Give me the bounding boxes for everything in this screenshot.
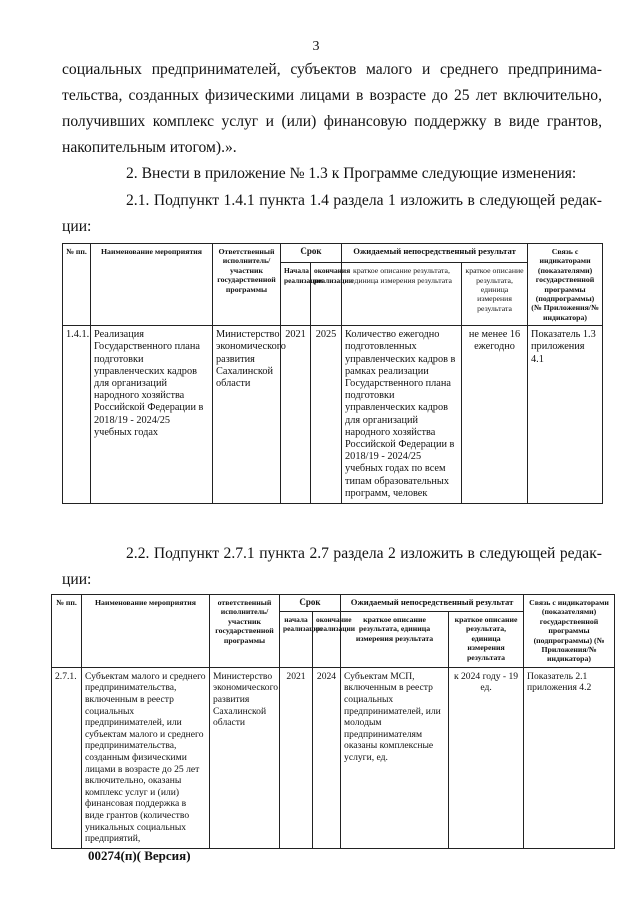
header-link: Связь с индикаторами (показателями) государственной программы (подпрограммы) (№ Приложения/№ индикатора)	[524, 595, 615, 668]
table-header-row	[63, 244, 603, 263]
cell-value: к 2024 году - 19 ед.	[449, 667, 524, 848]
paragraph-item-2-1	[62, 188, 602, 240]
intro-paragraph	[62, 57, 602, 161]
text-line: получивших комплекс услуг и (или) финансовую поддержку в виде грантов,	[62, 113, 602, 130]
cell-responsible: Министерство экономического развития Сахалинской области	[210, 667, 280, 848]
header-expected: Ожидаемый непосредственный результат	[342, 244, 528, 263]
cell-num: 2.7.1.	[52, 667, 82, 848]
header-term-start: начала реализации	[280, 611, 313, 667]
paragraph-item-2-2	[62, 541, 602, 593]
header-link: Связь с индикаторами (показателями) государственной программы (подпрограммы) (№ Приложения/№ индикатора)	[528, 244, 603, 326]
document-code: 00274(п)( Версия)	[88, 848, 191, 863]
header-value: краткое описание результата, единица измерения результата	[462, 263, 528, 326]
cell-desc: Количество ежегодно подготовленных управленческих кадров в рамках реализации Государственного плана подготовки управленческих кадров для организаций народного хозяйства Российской Федерации в 2018/19 - 2024/25 учебных годах по всем типам образовательных программ, человек	[342, 326, 462, 504]
header-value: краткое описание результата, единица измерения результата	[449, 611, 524, 667]
text-line: накопительным итогом).».	[62, 139, 237, 156]
cell-start: 2021	[281, 326, 311, 504]
text-line: 2.1. Подпункт 1.4.1 пункта 1.4 раздела 1 изложить в следующей редак-	[126, 192, 602, 209]
text-line: тельства, созданных физическими лицами в возрасте до 25 лет включительно,	[62, 87, 602, 104]
text-line: ции:	[62, 218, 92, 235]
header-num: № пп.	[63, 244, 91, 326]
header-name: Наименование мероприятия	[91, 244, 213, 326]
header-term-start: Начала реализации	[281, 263, 311, 326]
cell-name: Реализация Государственного плана подготовки управленческих кадров для организаций народного хозяйства Российской Федерации в 2018/19 - 2024/25 учебных годах	[91, 326, 213, 504]
header-expected: Ожидаемый непосредственный результат	[341, 595, 524, 612]
table-row	[52, 667, 615, 848]
cell-name: Субъектам малого и среднего предпринимательства, включенным в реестр социальных предпринимателей, или субъектам малого и среднего предпринимательства, созданным физическими лицами в возрасте до 25 лет включительно, оказаны комплекс услуг и (или) финансовая поддержка в виде грантов (количество уникальных социальных предприятий,	[82, 667, 210, 848]
header-desc: краткое описание результата, единица измерения результата	[341, 611, 449, 667]
cell-num: 1.4.1.	[63, 326, 91, 504]
header-num: № пп.	[52, 595, 82, 668]
page-number: 3	[312, 39, 320, 54]
header-name: Наименование мероприятия	[82, 595, 210, 668]
text-line: 2. Внести в приложение № 1.3 к Программе следующие изменения:	[126, 165, 577, 182]
cell-link: Показатель 1.3 приложения 4.1	[528, 326, 603, 504]
text-line: социальных предпринимателей, субъектов малого и среднего предпринима-	[62, 61, 602, 78]
cell-responsible: Министерство экономического развития Сахалинской области	[213, 326, 281, 504]
header-responsible: ответственный исполнитель/участник государственной программы	[210, 595, 280, 668]
header-responsible: Ответственный исполнитель/участник государственной программы	[213, 244, 281, 326]
table-subitem-2-7-1	[51, 594, 615, 849]
table-row	[63, 326, 603, 504]
header-term-end: окончания реализации	[311, 263, 342, 326]
header-term: Срок	[281, 244, 342, 263]
cell-end: 2025	[311, 326, 342, 504]
cell-end: 2024	[313, 667, 341, 848]
cell-link: Показатель 2.1 приложения 4.2	[524, 667, 615, 848]
table-header-row	[52, 595, 615, 612]
cell-start: 2021	[280, 667, 313, 848]
text-line: 2.2. Подпункт 2.7.1 пункта 2.7 раздела 2 изложить в следующей редак-	[126, 545, 602, 562]
header-term-end: окончание реализации	[313, 611, 341, 667]
table-subitem-1-4-1	[62, 243, 603, 504]
header-term: Срок	[280, 595, 341, 612]
header-desc: краткое описание результата, единица измерения результата	[342, 263, 462, 326]
cell-desc: Субъектам МСП, включенным в реестр социальных предпринимателей, или молодым предпринимателям оказаны комплексные услуги, ед.	[341, 667, 449, 848]
text-line: ции:	[62, 571, 92, 588]
cell-value: не менее 16 ежегодно	[462, 326, 528, 504]
paragraph-item-2	[126, 161, 606, 187]
